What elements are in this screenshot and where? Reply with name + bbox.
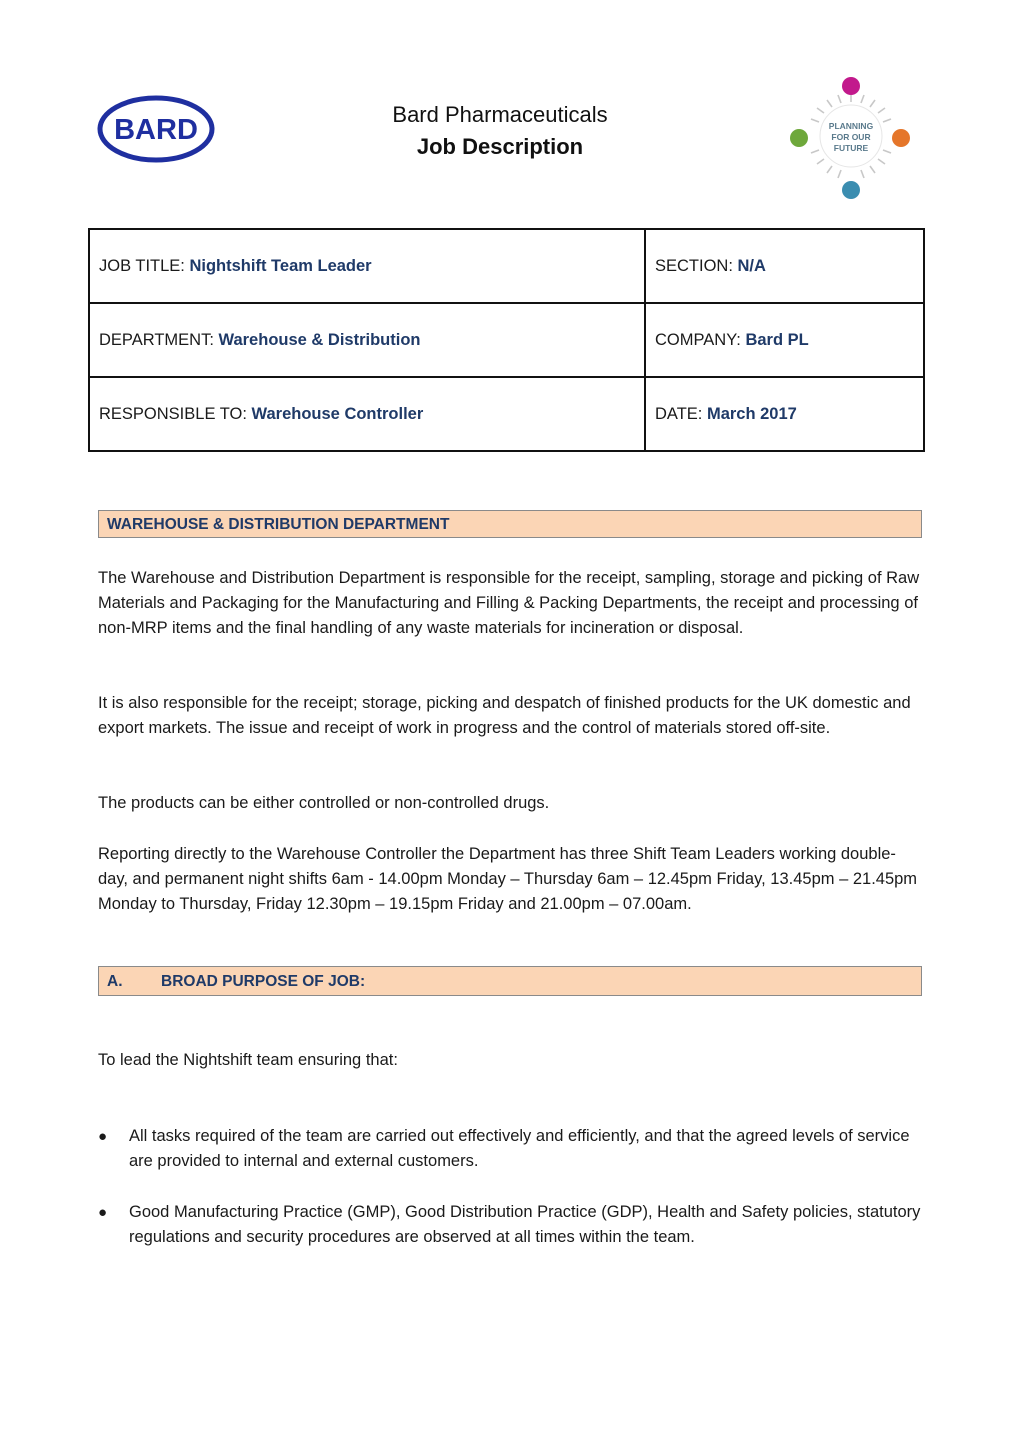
bullet-icon: ● xyxy=(98,1128,108,1145)
company-cell xyxy=(645,303,924,377)
green-dot xyxy=(790,129,808,147)
job-title-cell xyxy=(89,229,645,303)
department-value: Warehouse & Distribution xyxy=(218,330,421,349)
department-label: DEPARTMENT: xyxy=(99,330,219,349)
document-title: Job Description xyxy=(416,134,584,159)
job-title-value: Nightshift Team Leader xyxy=(189,256,372,275)
table-row xyxy=(89,303,924,377)
section-heading-broad-purpose xyxy=(98,966,922,996)
planning-line-1: PLANNING xyxy=(828,121,874,131)
company-label: COMPANY: xyxy=(655,330,746,349)
planning-for-our-future-logo xyxy=(786,74,916,206)
department-paragraph-4: Reporting directly to the Warehouse Controller the Department has three Shift Team Leaders working double-day, and permanent night shifts 6am - 14.00pm Monday – Thursday 6am – 12.45pm Friday, 13.45pm – 21.45pm Monday to Thursday, Friday 12.30pm – 19.15pm Friday and 21.00pm – 07.00am. xyxy=(98,845,918,913)
responsible-cell xyxy=(89,377,645,451)
department-paragraph-3: The products can be either controlled or non-controlled drugs. xyxy=(98,794,550,812)
responsible-value: Warehouse Controller xyxy=(251,404,424,423)
department-paragraph-2: It is also responsible for the receipt; storage, picking and despatch of finished products for the UK domestic and export markets. The issue and receipt of work in progress and the control of materials stored off-site. xyxy=(98,694,911,737)
planning-line-2: FOR OUR xyxy=(831,132,871,142)
list-item xyxy=(98,1200,924,1250)
blue-dot xyxy=(842,181,860,199)
list-item-text: Good Manufacturing Practice (GMP), Good Distribution Practice (GDP), Health and Safety policies, statutory regulations and security procedures are observed at all times within the team. xyxy=(129,1203,921,1246)
job-title-label: JOB TITLE: xyxy=(99,256,190,275)
section-title: BROAD PURPOSE OF JOB: xyxy=(161,973,366,990)
section-letter: A. xyxy=(107,973,123,990)
responsible-label: RESPONSIBLE TO: xyxy=(99,404,252,423)
bullet-icon: ● xyxy=(98,1204,108,1221)
table-row xyxy=(89,377,924,451)
bard-logo xyxy=(97,95,215,163)
planning-line-3: FUTURE xyxy=(833,143,869,153)
table-row xyxy=(89,229,924,303)
department-paragraph-1: The Warehouse and Distribution Department is responsible for the receipt, sampling, storage and picking of Raw Materials and Packaging for the Manufacturing and Filling & Packing Departments, the receipt and processing of non-MRP items and the final handling of any waste materials for incineration or disposal. xyxy=(98,569,920,637)
header-title-block xyxy=(300,100,700,164)
section-heading-department: WAREHOUSE & DISTRIBUTION DEPARTMENT xyxy=(98,510,922,538)
date-label: DATE: xyxy=(655,404,707,423)
section-value: N/A xyxy=(737,256,766,275)
date-value: March 2017 xyxy=(706,404,797,423)
list-item xyxy=(98,1124,924,1174)
purpose-intro: To lead the Nightshift team ensuring that: xyxy=(98,1051,398,1069)
magenta-dot xyxy=(842,77,860,95)
company-value: Bard PL xyxy=(745,330,809,349)
company-name: Bard Pharmaceuticals xyxy=(392,102,608,127)
section-label: SECTION: xyxy=(655,256,738,275)
list-item-text: All tasks required of the team are carried out effectively and efficiently, and that the agreed levels of service are provided to internal and external customers. xyxy=(129,1127,910,1170)
section-cell xyxy=(645,229,924,303)
department-cell xyxy=(89,303,645,377)
job-info-table xyxy=(88,228,925,452)
orange-dot xyxy=(892,129,910,147)
date-cell xyxy=(645,377,924,451)
bard-logo-text: BARD xyxy=(114,114,198,146)
